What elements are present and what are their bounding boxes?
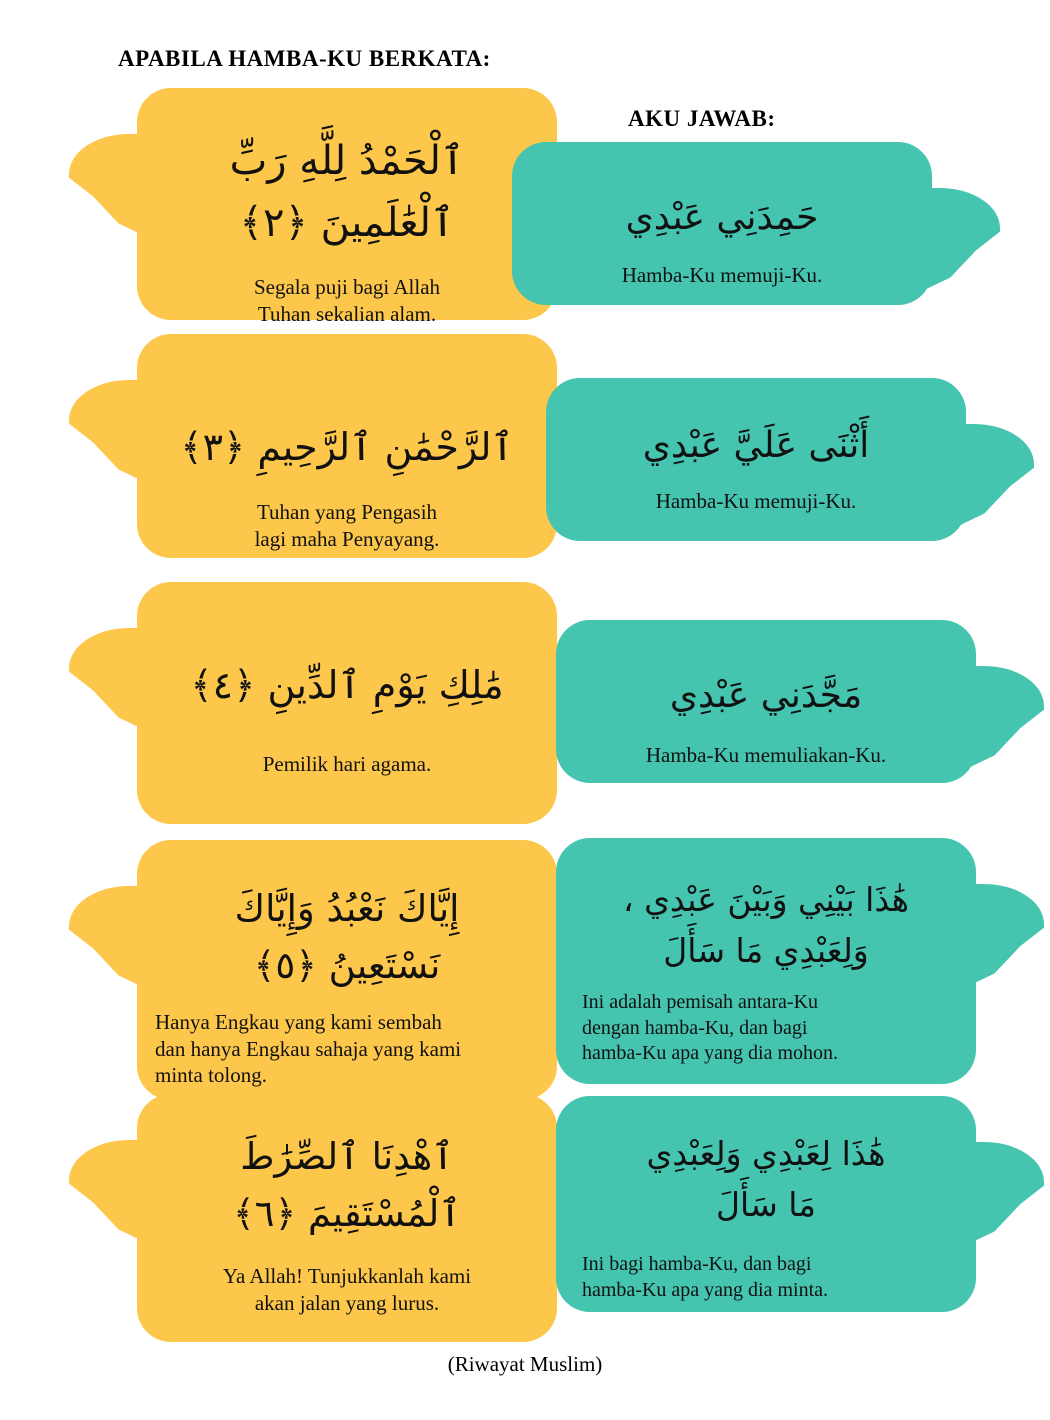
reply-translation-5-line1: Ini bagi hamba-Ku, dan bagi	[582, 1253, 812, 1276]
reply-bubble-2-content	[546, 378, 966, 541]
reply-bubble-1	[512, 142, 932, 305]
verse-arabic-4-line1: إِيَّاكَ نَعْبُدُ وَإِيَّاكَ	[234, 887, 460, 930]
verse-bubble-2	[137, 334, 557, 558]
reply-translation-2-line1: Hamba-Ku memuji-Ku.	[655, 488, 857, 513]
reply-translation-4-line2: dengan hamba-Ku, dan bagi	[582, 1016, 808, 1039]
verse-bubble-1-content	[137, 88, 557, 326]
verse-translation-4-line1: Hanya Engkau yang kami sembah	[155, 1009, 442, 1034]
reply-bubble-5	[556, 1096, 976, 1312]
reply-arabic-4-line1: هَٰذَا بَيْنِي وَبَيْنَ عَبْدِي ،	[622, 880, 910, 919]
verse-translation-5-line2: akan jalan yang lurus.	[254, 1290, 440, 1315]
verse-bubble-3	[137, 582, 557, 824]
verse-bubble-1	[137, 88, 557, 326]
verse-translation-5-line1: Ya Allah! Tunjukkanlah kami	[222, 1263, 472, 1288]
verse-arabic-2-line1: ٱلرَّحْمَٰنِ ٱلرَّحِيمِ ﴿٣﴾	[180, 425, 514, 469]
heading-i-answer: AKU JAWAB:	[628, 106, 776, 131]
reply-translation-4-line1: Ini adalah pemisah antara-Ku	[582, 991, 819, 1014]
bubble-tail-right-2	[954, 424, 1034, 528]
verse-translation-2-line1: Tuhan yang Pengasih	[256, 499, 438, 524]
reply-bubble-3	[556, 620, 976, 783]
reply-arabic-5-line2: مَا سَأَلَ	[716, 1185, 816, 1225]
verse-arabic-1-line2: ٱلْعَٰلَمِينَ ﴿٢﴾	[239, 200, 455, 246]
verse-arabic-5-line1: ٱهْدِنَا ٱلصِّرَٰطَ	[240, 1135, 454, 1178]
verse-arabic-4-line2: نَسْتَعِينُ ﴿٥﴾	[253, 944, 441, 988]
reply-bubble-4-content	[556, 838, 976, 1084]
verse-translation-1-line2: Tuhan sekalian alam.	[257, 301, 437, 326]
verse-arabic-1-line1: ٱلْحَمْدُ لِلَّهِ رَبِّ	[229, 138, 465, 184]
verse-bubble-3-content	[137, 582, 557, 824]
reply-translation-3-line1: Hamba-Ku memuliakan-Ku.	[645, 742, 887, 767]
reply-translation-4-line3: hamba-Ku apa yang dia mohon.	[582, 1042, 839, 1065]
reply-arabic-2-line1: أَثْنَى عَلَيَّ عَبْدِي	[642, 425, 870, 466]
heading-when-my-servant-says: APABILA HAMBA-KU BERKATA:	[118, 46, 491, 71]
reply-translation-1-line1: Hamba-Ku memuji-Ku.	[621, 262, 823, 287]
reply-arabic-3-line1: مَجَّدَنِي عَبْدِي	[669, 675, 863, 716]
reply-arabic-5-line1: هَٰذَا لِعَبْدِي وَلِعَبْدِي	[646, 1134, 886, 1173]
bubble-tail-right-1	[920, 188, 1000, 292]
verse-bubble-4	[137, 840, 557, 1100]
verse-arabic-5-line2: ٱلْمُسْتَقِيمَ ﴿٦﴾	[232, 1192, 462, 1236]
bubble-tail-right-3	[964, 666, 1044, 770]
verse-translation-2-line2: lagi maha Penyayang.	[254, 526, 440, 551]
reply-translation-5-line2: hamba-Ku apa yang dia minta.	[582, 1278, 829, 1301]
verse-bubble-5-content	[137, 1094, 557, 1342]
verse-translation-1-line1: Segala puji bagi Allah	[253, 275, 441, 299]
verse-bubble-2-content	[137, 334, 557, 558]
reply-bubble-3-content	[556, 620, 976, 783]
verse-translation-4-line2: dan hanya Engkau sahaja yang kami	[155, 1036, 462, 1061]
source-attribution: (Riwayat Muslim)	[447, 1352, 603, 1376]
reply-bubble-2	[546, 378, 966, 541]
reply-arabic-4-line2: وَلِعَبْدِي مَا سَأَلَ	[663, 931, 869, 971]
verse-bubble-4-content	[137, 840, 557, 1100]
bubble-tail-right-4	[964, 884, 1044, 988]
reply-arabic-1-line1: حَمِدَنِي عَبْدِي	[625, 197, 819, 238]
verse-arabic-3-line1: مَٰلِكِ يَوْمِ ٱلدِّينِ ﴿٤﴾	[190, 663, 504, 707]
verse-translation-3-line1: Pemilik hari agama.	[262, 751, 432, 776]
reply-bubble-5-content	[556, 1096, 976, 1312]
reply-bubble-4	[556, 838, 976, 1084]
reply-bubble-1-content	[512, 142, 932, 305]
verse-bubble-5	[137, 1094, 557, 1342]
bubble-tail-right-5	[964, 1142, 1044, 1246]
verse-translation-4-line3: minta tolong.	[155, 1063, 267, 1088]
